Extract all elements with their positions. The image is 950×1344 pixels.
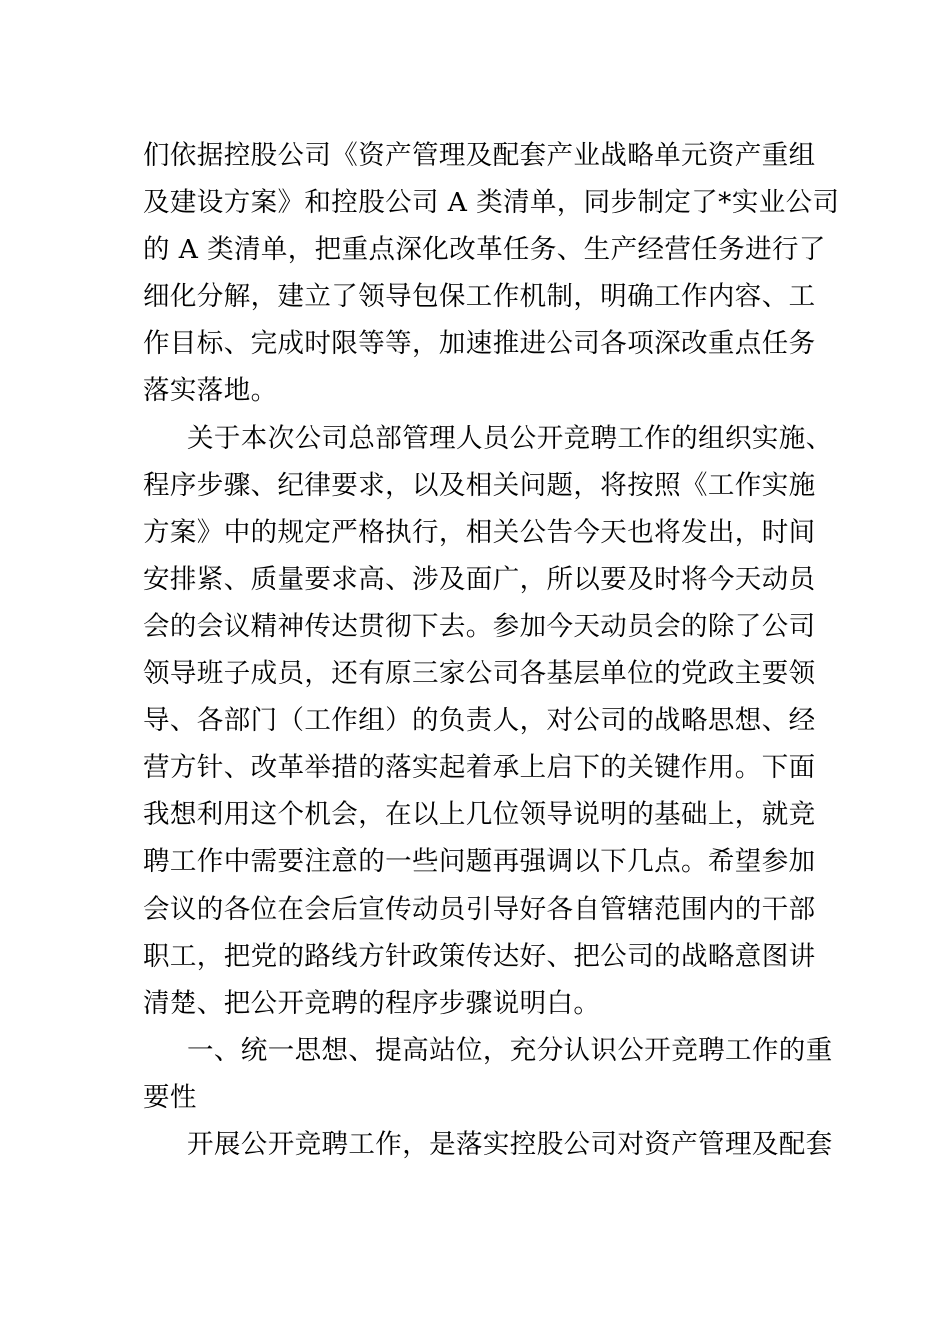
section-heading-line: 要性 <box>143 1081 197 1113</box>
section-heading-line: 一、统一思想、提高站位，充分认识公开竞聘工作的重 <box>187 1034 833 1066</box>
text-line: 会议的各位在会后宣传动员引导好各自管辖范围内的干部 <box>143 893 816 925</box>
text-line: 落实落地。 <box>143 375 278 407</box>
text-line: 及建设方案》和控股公司 A 类清单，同步制定了*实业公司 <box>143 187 840 219</box>
text-line: 我想利用这个机会，在以上几位领导说明的基础上，就竞 <box>143 799 816 831</box>
text-line: 方案》中的规定严格执行，相关公告今天也将发出，时间 <box>143 516 816 548</box>
text-line: 们依据控股公司《资产管理及配套产业战略单元资产重组 <box>143 140 816 171</box>
text-line: 的 A 类清单，把重点深化改革任务、生产经营任务进行了 <box>143 234 826 266</box>
text-line: 导、各部门（工作组）的负责人，对公司的战略思想、经 <box>143 705 816 737</box>
text-line: 职工，把党的路线方针政策传达好、把公司的战略意图讲 <box>143 940 816 972</box>
paragraph-start-line: 开展公开竞聘工作，是落实控股公司对资产管理及配套 <box>187 1128 833 1160</box>
text-line: 领导班子成员，还有原三家公司各基层单位的党政主要领 <box>143 658 816 690</box>
body-text <box>143 132 840 1168</box>
text-line: 作目标、完成时限等等，加速推进公司各项深改重点任务 <box>143 328 816 360</box>
text-line: 清楚、把公开竞聘的程序步骤说明白。 <box>143 987 601 1019</box>
text-line: 聘工作中需要注意的一些问题再强调以下几点。希望参加 <box>143 846 816 878</box>
text-line: 营方针、改革举措的落实起着承上启下的关键作用。下面 <box>143 752 816 784</box>
paragraph-start-line: 关于本次公司总部管理人员公开竞聘工作的组织实施、 <box>187 422 833 454</box>
text-line: 程序步骤、纪律要求，以及相关问题，将按照《工作实施 <box>143 469 816 501</box>
text-line: 细化分解，建立了领导包保工作机制，明确工作内容、工 <box>143 281 816 313</box>
text-line: 安排紧、质量要求高、涉及面广，所以要及时将今天动员 <box>143 563 816 595</box>
text-line: 会的会议精神传达贯彻下去。参加今天动员会的除了公司 <box>143 610 816 642</box>
